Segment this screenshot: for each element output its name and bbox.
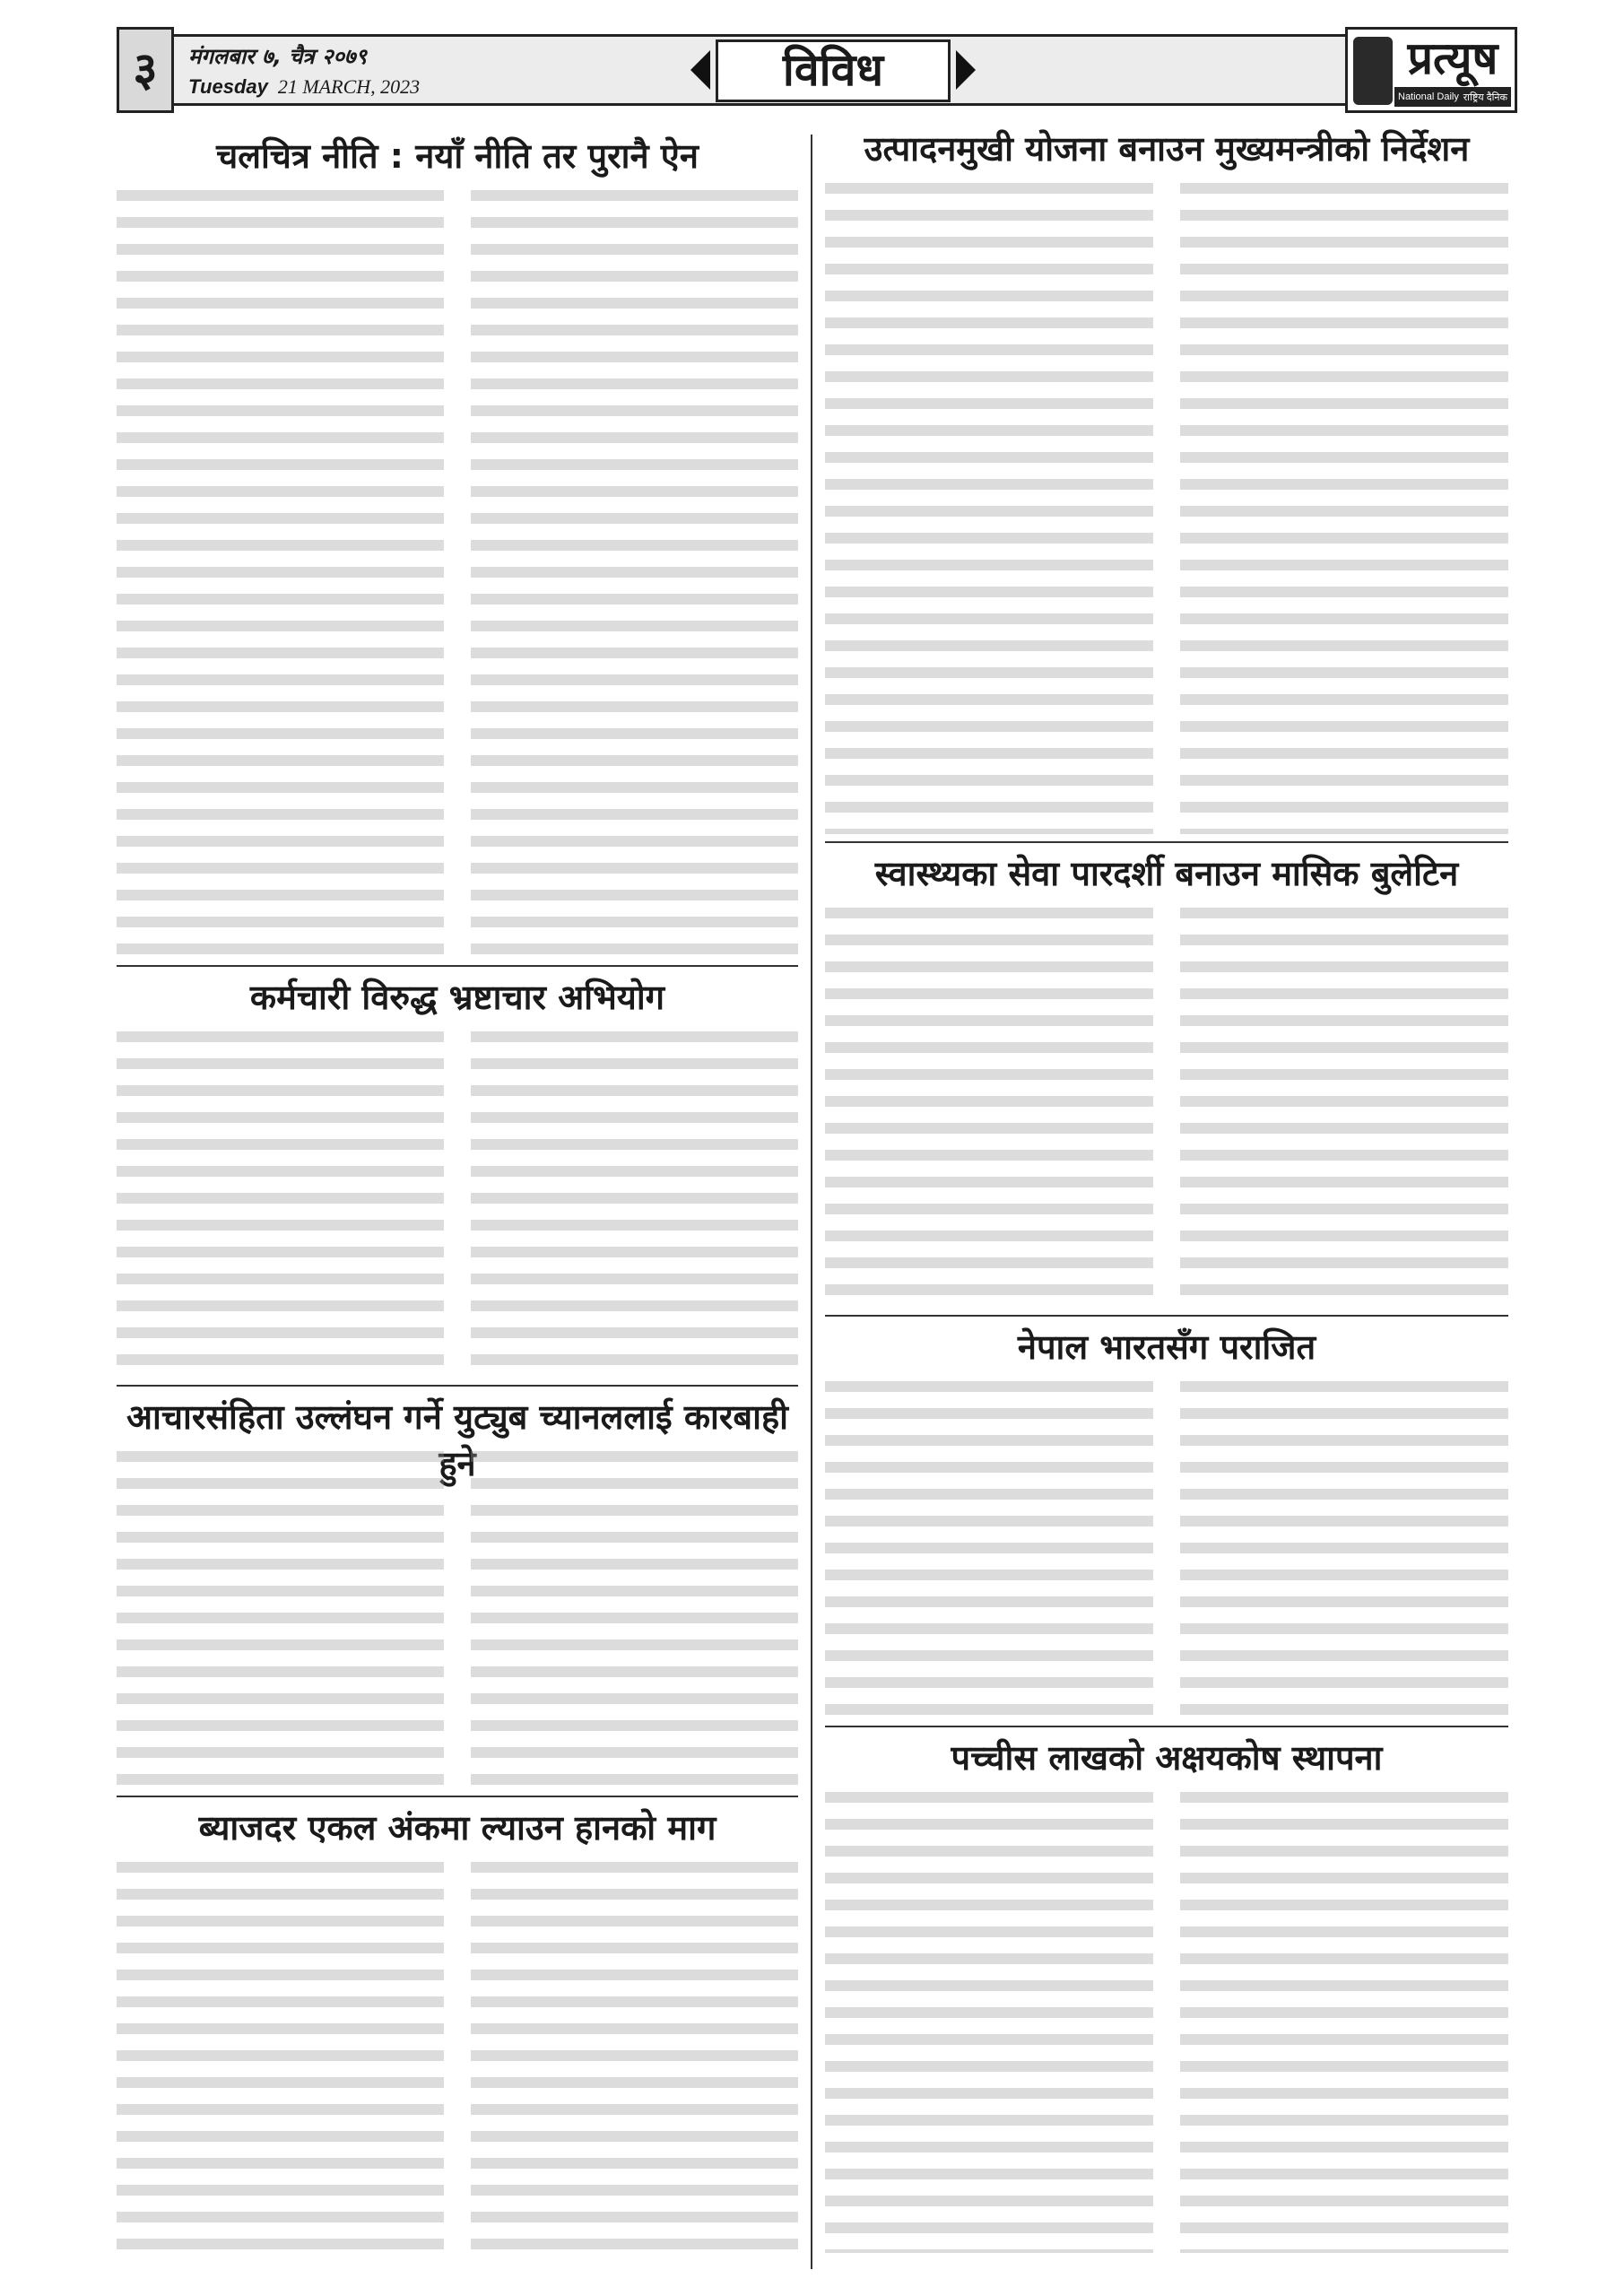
article-headline: स्वास्थ्यका सेवा पारदर्शी बनाउन मासिक बुलेटिन — [874, 854, 1459, 893]
text-column — [1180, 908, 1508, 1308]
text-column — [117, 190, 444, 958]
text-column — [117, 1031, 444, 1378]
masthead-emblem-icon — [1353, 37, 1393, 105]
article-headline: नेपाल भारतसँग पराजित — [1017, 1327, 1316, 1367]
article-body — [117, 1862, 798, 2253]
date-nepali: मंगलबार ७, चैत्र २०७९ — [188, 44, 367, 69]
text-column — [471, 190, 798, 958]
masthead-sub-en: National Daily — [1398, 91, 1459, 102]
text-column — [1180, 1792, 1508, 2253]
article-body — [825, 1381, 1508, 1718]
article-health-bulletin — [825, 850, 1508, 1308]
article-body — [117, 1031, 798, 1378]
date-english-day: Tuesday — [188, 75, 268, 98]
masthead-sub-np: राष्ट्रिय दैनिक — [1463, 91, 1507, 103]
column-divider — [811, 135, 812, 2269]
text-column — [117, 1451, 444, 1788]
article-divider — [825, 1726, 1508, 1727]
article-interest-rate — [117, 1805, 798, 2253]
article-divider — [825, 841, 1508, 843]
date-english-rest: 21 MARCH, 2023 — [277, 75, 421, 98]
article-headline: उत्पादनमुखी योजना बनाउन मुख्यमन्त्रीको निर्देशन — [864, 129, 1470, 169]
article-body — [825, 1792, 1508, 2253]
article-film-policy — [117, 133, 798, 958]
text-column — [117, 1862, 444, 2253]
article-body — [117, 190, 798, 958]
article-divider — [117, 1796, 798, 1797]
masthead-title: प्रत्यूष — [1407, 32, 1498, 84]
masthead-logo — [1345, 27, 1517, 113]
article-headline: ब्याजदर एकल अंकमा ल्याउन हानको माग — [198, 1808, 716, 1848]
article-corruption-case — [117, 974, 798, 1378]
right-arrow-icon — [956, 50, 976, 90]
article-headline: आचारसंहिता उल्लंघन गर्ने युट्युब च्यानललाई कारबाही हुने — [126, 1397, 788, 1483]
text-column — [825, 183, 1153, 834]
text-column — [825, 1792, 1153, 2253]
left-arrow-icon — [690, 50, 710, 90]
text-column — [825, 1381, 1153, 1718]
text-column — [471, 1451, 798, 1788]
text-column — [825, 908, 1153, 1308]
article-headline: चलचित्र नीति : नयाँ नीति तर पुरानै ऐन — [216, 136, 699, 176]
article-nepal-defeated — [825, 1324, 1508, 1718]
article-body — [117, 1451, 798, 1788]
article-divider — [117, 1385, 798, 1387]
text-column — [471, 1031, 798, 1378]
article-headline: पच्चीस लाखको अक्षयकोष स्थापना — [951, 1738, 1383, 1778]
article-productive-plans — [825, 126, 1508, 834]
article-divider — [117, 965, 798, 967]
text-column — [1180, 1381, 1508, 1718]
article-headline: कर्मचारी विरुद्ध भ्रष्टाचार अभियोग — [249, 978, 665, 1017]
article-youtube-action — [117, 1394, 798, 1788]
text-column — [1180, 183, 1508, 834]
text-column — [471, 1862, 798, 2253]
date-english — [188, 75, 420, 99]
article-body — [825, 908, 1508, 1308]
article-body — [825, 183, 1508, 834]
article-endowment-fund — [825, 1735, 1508, 2253]
masthead-subtitle — [1394, 87, 1511, 107]
page-number: ३ — [117, 27, 174, 113]
section-title: विविध — [716, 39, 951, 102]
article-divider — [825, 1315, 1508, 1317]
